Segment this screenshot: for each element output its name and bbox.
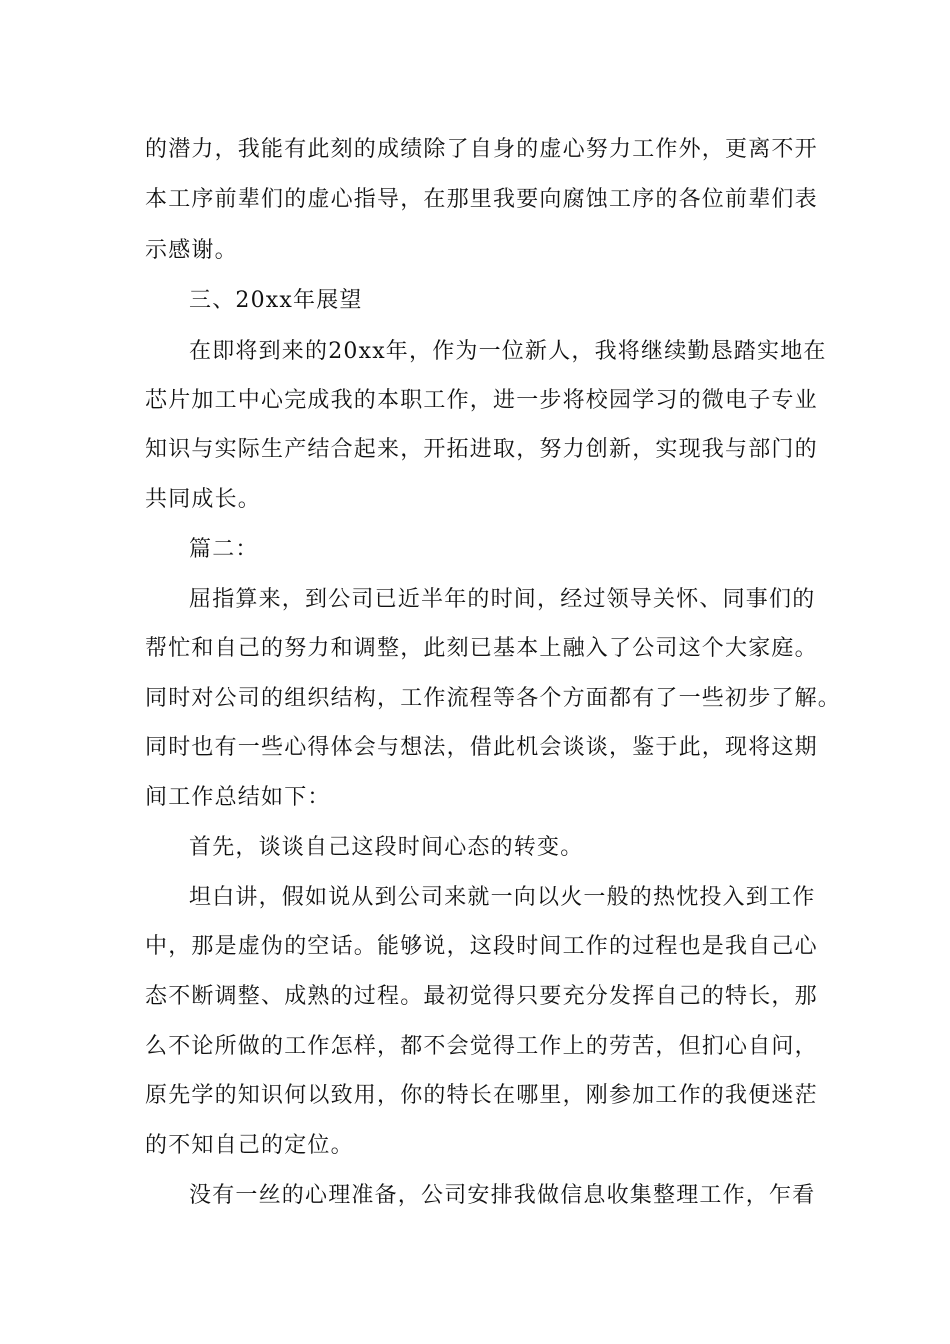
text-line: 共同成长。	[145, 487, 262, 512]
text-line: 的不知自己的定位。	[145, 1133, 354, 1158]
text-line: 示感谢。	[145, 238, 238, 263]
text-line: 么不论所做的工作怎样，都不会觉得工作上的劳苦，但扪心自问，	[145, 1034, 818, 1059]
text-line: 没有一丝的心理准备，公司安排我做信息收集整理工作，乍看	[189, 1183, 816, 1208]
text-line: 中，那是虚伪的空话。能够说，这段时间工作的过程也是我自己心	[145, 934, 818, 959]
text-line: 间工作总结如下：	[145, 785, 331, 810]
text-line: 在即将到来的20xx年，作为一位新人，我将继续勤恳踏实地在	[189, 339, 827, 364]
text-line: 芯片加工中心完成我的本职工作，进一步将校园学习的微电子专业	[145, 388, 818, 413]
text-line: 原先学的知识何以致用，你的特长在哪里，刚参加工作的我便迷茫	[145, 1083, 818, 1108]
text-line: 的潜力，我能有此刻的成绩除了自身的虚心努力工作外，更离不开	[145, 137, 818, 162]
text-line: 同时对公司的组织结构，工作流程等各个方面都有了一些初步了解。	[145, 686, 842, 711]
text-line: 屈指算来，到公司已近半年的时间，经过领导关怀、同事们的	[189, 587, 816, 612]
text-line: 知识与实际生产结合起来，开拓进取，努力创新，实现我与部门的	[145, 437, 818, 462]
section-heading: 篇二：	[189, 537, 259, 562]
section-heading: 三、20xx年展望	[189, 288, 363, 313]
text-line: 帮忙和自己的努力和调整，此刻已基本上融入了公司这个大家庭。	[145, 636, 818, 661]
text-line: 坦白讲，假如说从到公司来就一向以火一般的热忱投入到工作	[189, 885, 816, 910]
text-line: 首先，谈谈自己这段时间心态的转变。	[189, 835, 584, 860]
text-line: 本工序前辈们的虚心指导，在那里我要向腐蚀工序的各位前辈们表	[145, 187, 818, 212]
text-line: 同时也有一些心得体会与想法，借此机会谈谈，鉴于此，现将这期	[145, 735, 818, 760]
text-line: 态不断调整、成熟的过程。最初觉得只要充分发挥自己的特长，那	[145, 984, 818, 1009]
